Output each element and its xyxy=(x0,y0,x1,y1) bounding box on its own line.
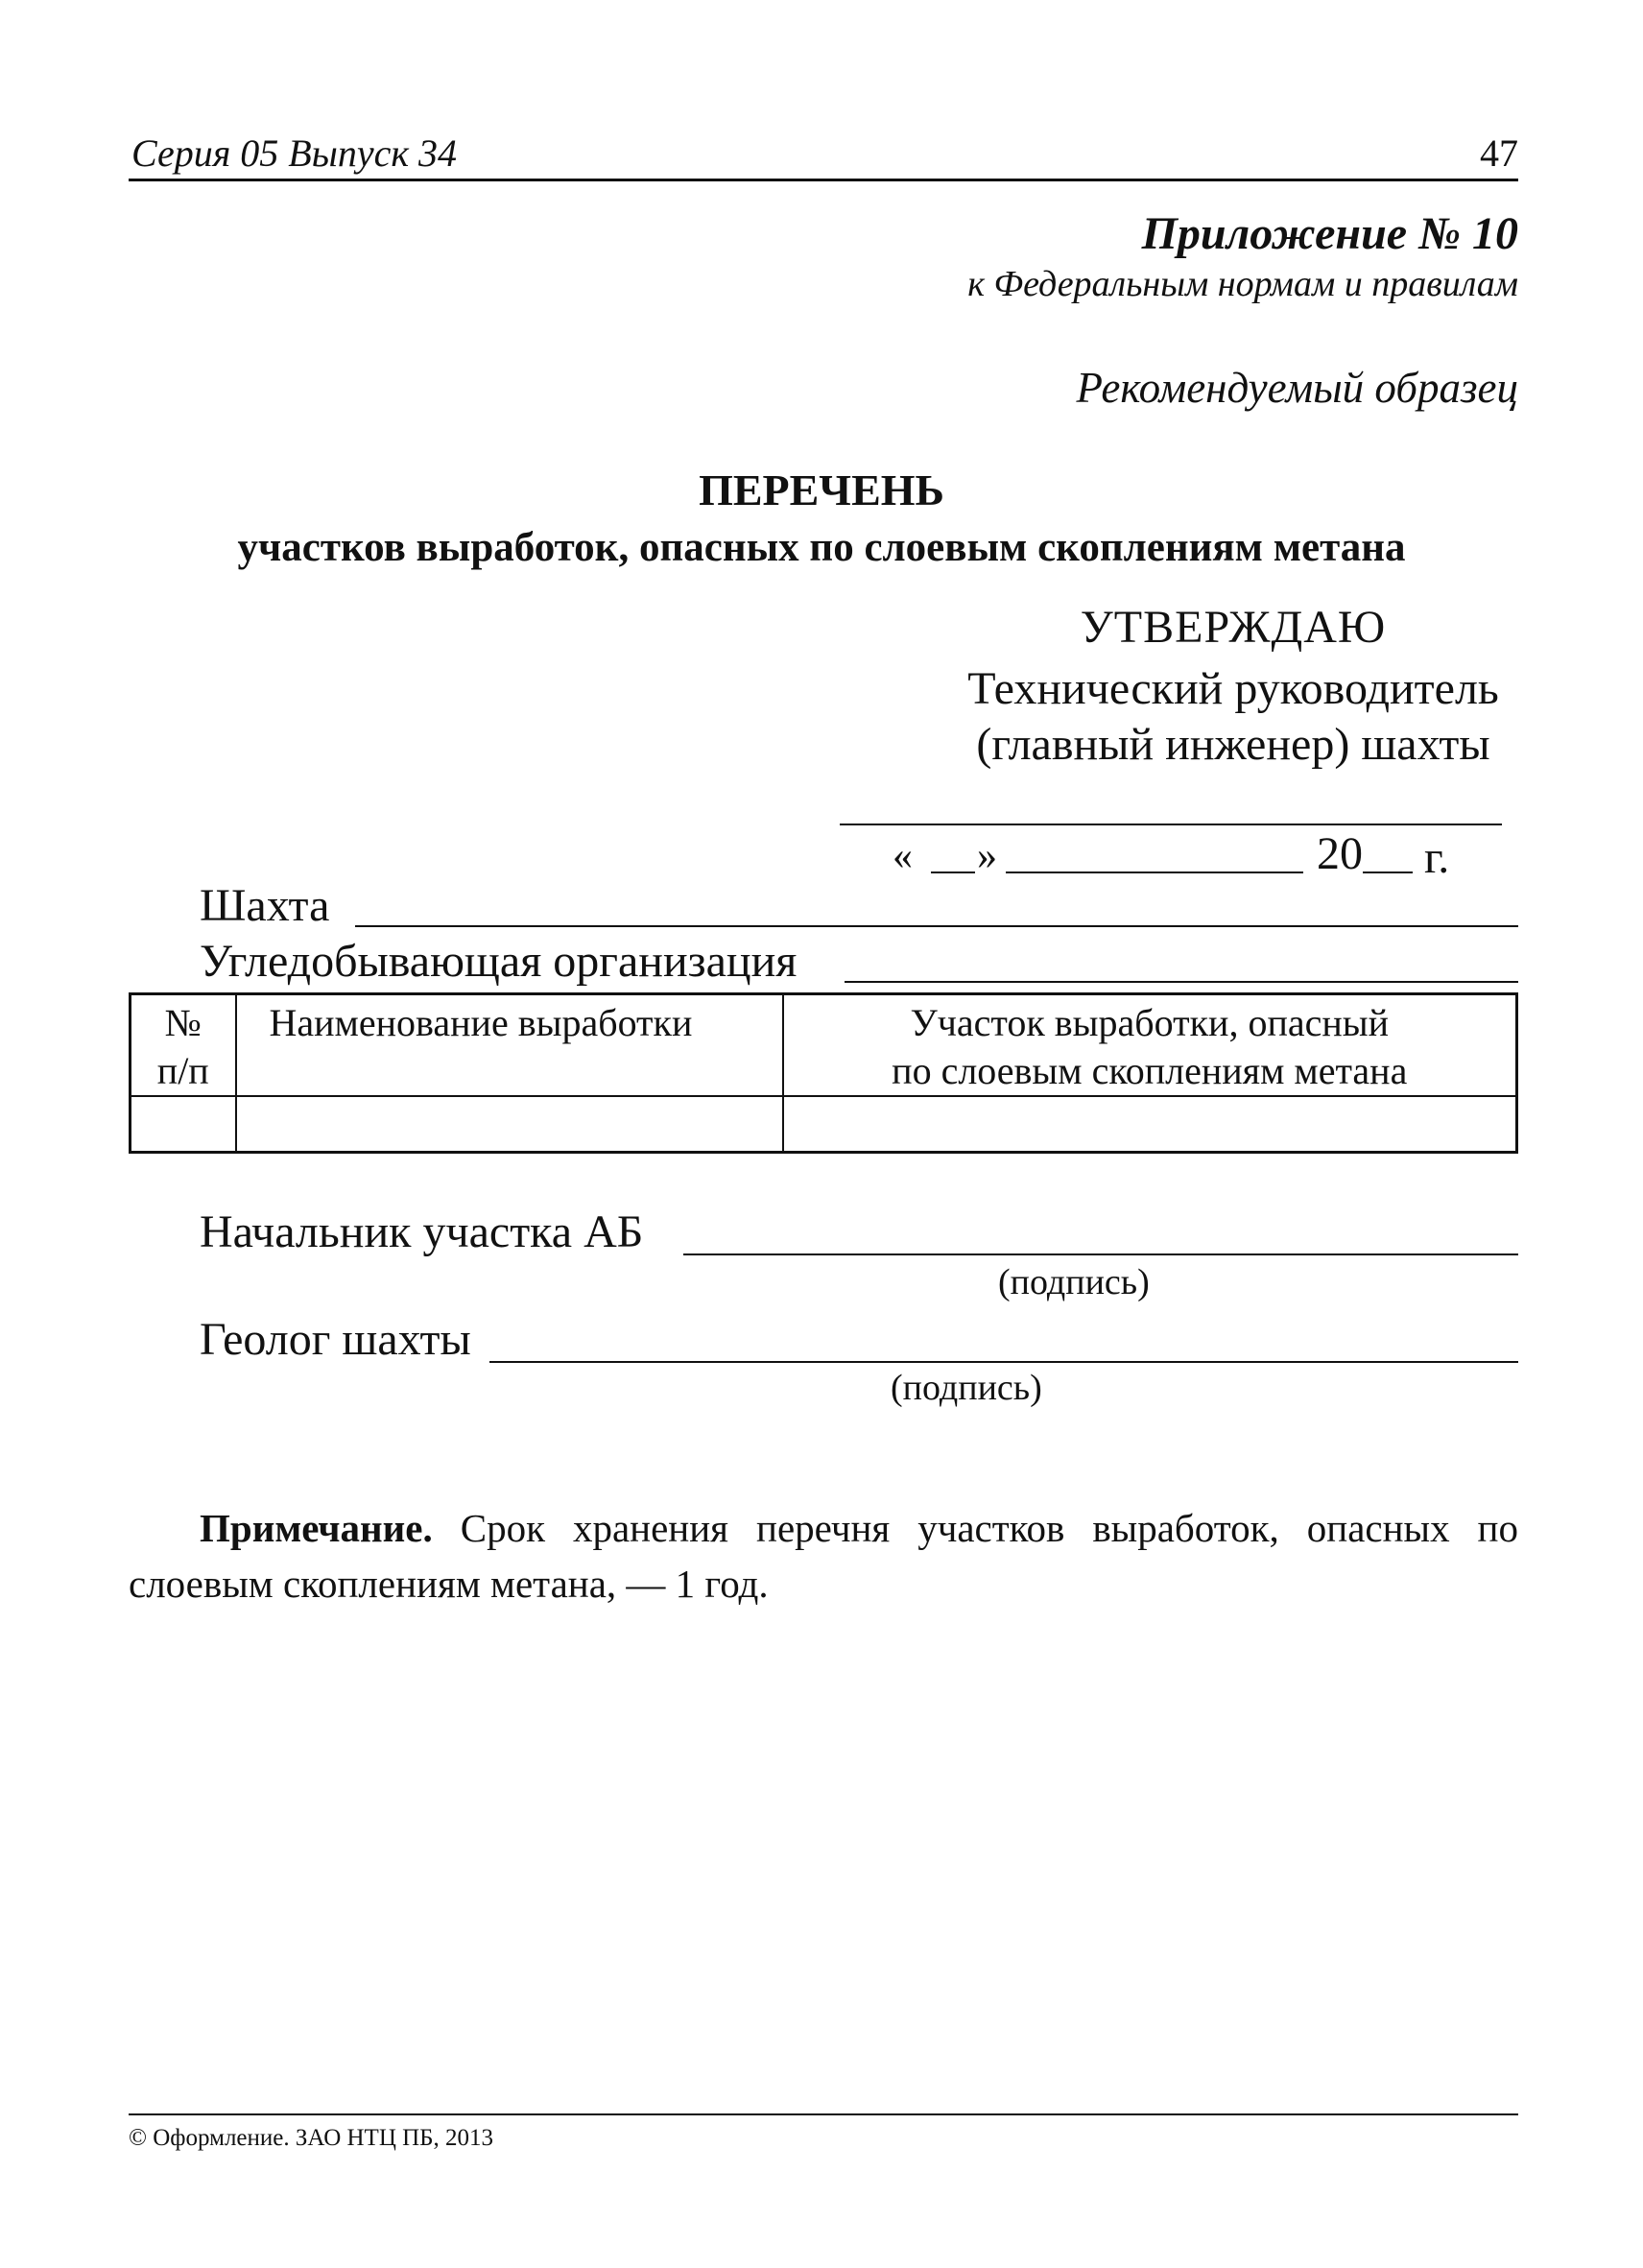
approval-position-line1: Технический руководитель xyxy=(967,663,1499,714)
header-hazard-section: Участок выработки, опасный по слоевым скоплениям метана xyxy=(783,994,1517,1097)
geologist-label: Геолог шахты xyxy=(200,1314,471,1365)
approval-title: УТВЕРЖДАЮ xyxy=(1080,602,1387,653)
geologist-signature-caption: (подпись) xyxy=(891,1368,1042,1408)
table-cell-working-name[interactable] xyxy=(236,1096,783,1153)
document-subtitle: участков выработок, опасных по слоевым скоплениям метана xyxy=(237,525,1406,570)
date-year-blank[interactable] xyxy=(1363,871,1413,873)
organization-field-line[interactable] xyxy=(845,981,1518,983)
appendix-title: Приложение № 10 xyxy=(1141,208,1518,259)
date-quote-open: « xyxy=(893,834,913,878)
chief-label: Начальник участка АБ xyxy=(200,1206,644,1257)
page-number: 47 xyxy=(1480,131,1518,175)
mine-field-line[interactable] xyxy=(355,925,1518,927)
approval-position-line2: (главный инженер) шахты xyxy=(976,719,1490,770)
table-row xyxy=(131,1096,1517,1153)
date-quote-close: » xyxy=(977,834,997,878)
header-rule xyxy=(129,179,1518,181)
sample-label: Рекомендуемый образец xyxy=(1076,364,1518,412)
date-month-blank[interactable] xyxy=(1006,871,1303,873)
mine-label: Шахта xyxy=(200,880,330,931)
geologist-signature-line[interactable] xyxy=(489,1361,1518,1363)
header-working-name: Наименование выработки xyxy=(236,994,783,1097)
date-year-suffix: г. xyxy=(1424,832,1450,883)
organization-label: Угледобывающая организация xyxy=(200,936,798,987)
header-number: № п/п xyxy=(131,994,236,1097)
date-year-prefix: 20 xyxy=(1317,828,1363,879)
chief-signature-caption: (подпись) xyxy=(998,1262,1150,1302)
table-cell-number[interactable] xyxy=(131,1096,236,1153)
running-header-series: Серия 05 Выпуск 34 xyxy=(131,131,458,175)
table-cell-hazard-section[interactable] xyxy=(783,1096,1517,1153)
chief-signature-line[interactable] xyxy=(683,1253,1518,1255)
footer-copyright: © Оформление. ЗАО НТЦ ПБ, 2013 xyxy=(129,2125,494,2151)
approval-signature-line[interactable] xyxy=(840,824,1502,825)
footer-rule xyxy=(129,2113,1518,2115)
note-text: Срок хранения перечня участков выработок, опасных по слоевым скоплениям метана, — 1 год. xyxy=(129,1506,1518,1606)
table-header-row xyxy=(131,994,1517,1097)
document-title: ПЕРЕЧЕНЬ xyxy=(699,466,944,514)
note-paragraph xyxy=(129,1500,1518,1611)
workings-table xyxy=(129,992,1518,1154)
note-label: Примечание. xyxy=(200,1506,433,1550)
appendix-subtitle: к Федеральным нормам и правилам xyxy=(967,264,1518,304)
date-day-blank[interactable] xyxy=(931,871,975,873)
